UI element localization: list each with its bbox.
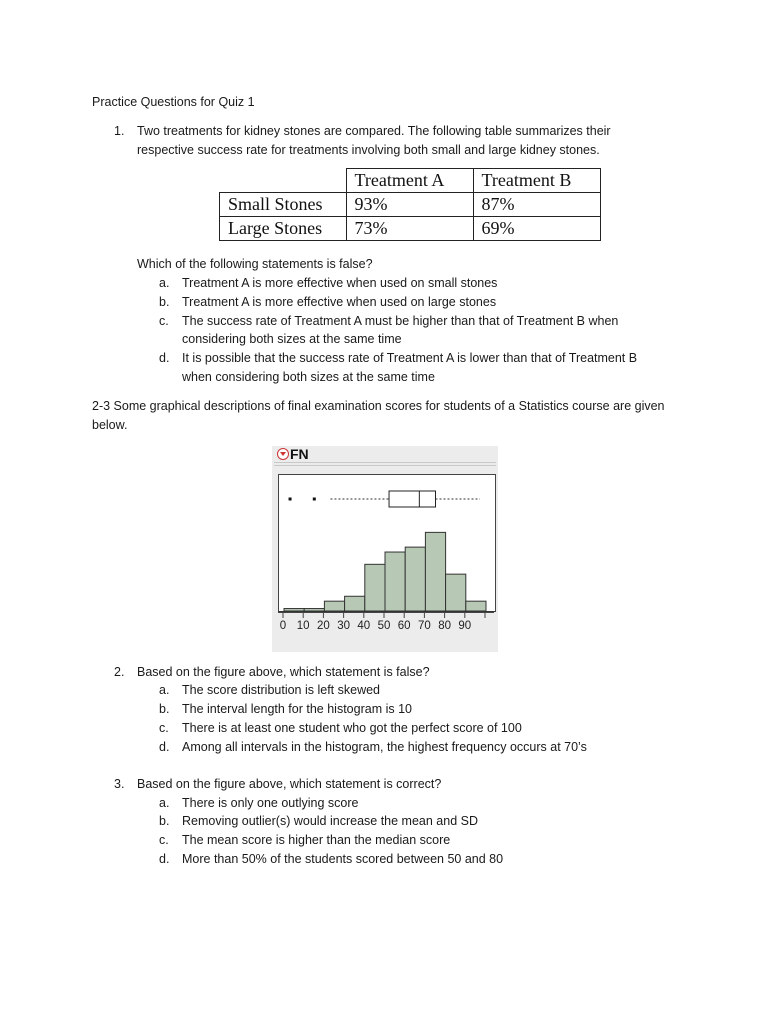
histogram-bar: [345, 596, 365, 611]
table-row: [220, 217, 601, 241]
boxplot-box: [389, 491, 435, 507]
q1-option-b-text: Treatment A is more effective when used on large stones: [182, 295, 497, 309]
q3-option-a-letter: a.: [159, 796, 170, 810]
x-tick-label: 50: [377, 620, 391, 632]
x-tick-label: 10: [296, 620, 310, 632]
q1-option-b-letter: b.: [159, 295, 170, 309]
q3-option-d-text: More than 50% of the students scored between 50 and 80: [182, 852, 504, 866]
q2-option-c-text: There is at least one student who got the perfect score of 100: [182, 721, 522, 735]
q1-option-d-text: It is possible that the success rate of Treatment A is lower than that of Treatment B: [182, 351, 638, 365]
histogram-bar: [425, 532, 445, 611]
q2-option-b-letter: b.: [159, 702, 170, 716]
table-cell-b: 69%: [473, 217, 600, 241]
histogram: [279, 522, 495, 612]
section-2-3-intro-line1: 2-3 Some graphical descriptions of final examination scores for students of a Statistics course are given: [92, 399, 665, 413]
q3-option-d-letter: d.: [159, 852, 170, 866]
q1-option-d-text-cont: when considering both sizes at the same time: [182, 370, 435, 384]
disclosure-triangle-icon[interactable]: [277, 448, 289, 460]
page-title: Practice Questions for Quiz 1: [92, 95, 255, 109]
q1-option-a-text: Treatment A is more effective when used on small stones: [182, 276, 498, 290]
q1-option-d-letter: d.: [159, 351, 170, 365]
x-tick-label: 30: [337, 620, 350, 632]
q1-option-c-letter: c.: [159, 314, 169, 328]
boxplot-outlier: [289, 498, 292, 501]
x-tick-label: 60: [397, 620, 411, 632]
q1-option-a-letter: a.: [159, 276, 170, 290]
question-1-text-line1: Two treatments for kidney stones are compared. The following table summarizes their: [137, 124, 611, 138]
x-tick-label: 90: [458, 620, 472, 632]
x-tick-label: 0: [279, 620, 287, 632]
table-row-label: Large Stones: [220, 217, 347, 241]
x-axis-labels: [272, 620, 498, 636]
q3-option-a-text: There is only one outlying score: [182, 796, 359, 810]
table-header-treatment-b: Treatment B: [473, 169, 600, 193]
table-corner-cell: [220, 169, 347, 193]
question-2-number: 2.: [114, 665, 125, 679]
score-figure: [272, 446, 498, 652]
figure-title-divider-2: [274, 465, 496, 466]
table-row-label: Small Stones: [220, 193, 347, 217]
boxplot: [279, 475, 495, 523]
x-tick-label: 80: [438, 620, 451, 632]
q3-option-c-text: The mean score is higher than the median score: [182, 833, 451, 847]
histogram-panel: [278, 522, 496, 612]
table-header-treatment-a: Treatment A: [346, 169, 473, 193]
question-1-text-line2: respective success rate for treatments involving both small and large kidney stones.: [137, 143, 600, 157]
kidney-stones-table: [219, 168, 601, 241]
q1-option-c-text: The success rate of Treatment A must be higher than that of Treatment B when: [182, 314, 619, 328]
question-3-prompt: Based on the figure above, which statement is correct?: [137, 777, 442, 791]
x-tick-label: 70: [417, 620, 431, 632]
table-cell-a: 93%: [346, 193, 473, 217]
table-cell-b: 87%: [473, 193, 600, 217]
q2-option-d-text: Among all intervals in the histogram, the highest frequency occurs at 70’s: [182, 740, 587, 754]
figure-title-divider: [274, 462, 496, 463]
x-tick-label: 40: [357, 620, 371, 632]
question-1-number: 1.: [114, 124, 125, 138]
q2-option-d-letter: d.: [159, 740, 170, 754]
q2-option-a-text: The score distribution is left skewed: [182, 683, 381, 697]
histogram-bar: [365, 564, 385, 611]
table-cell-a: 73%: [346, 217, 473, 241]
q2-option-c-letter: c.: [159, 721, 169, 735]
q2-option-b-text: The interval length for the histogram is 10: [182, 702, 412, 716]
table-header-row: [220, 169, 601, 193]
boxplot-panel: [278, 474, 496, 524]
q2-option-a-letter: a.: [159, 683, 170, 697]
q1-option-c-text-cont: considering both sizes at the same time: [182, 332, 402, 346]
boxplot-outlier: [313, 498, 316, 501]
table-row: [220, 193, 601, 217]
question-3-number: 3.: [114, 777, 125, 791]
question-2-prompt: Based on the figure above, which statement is false?: [137, 665, 430, 679]
question-1-prompt: Which of the following statements is false?: [137, 257, 373, 271]
histogram-bar: [405, 547, 425, 611]
q3-option-c-letter: c.: [159, 833, 169, 847]
q3-option-b-letter: b.: [159, 814, 170, 828]
q3-option-b-text: Removing outlier(s) would increase the mean and SD: [182, 814, 478, 828]
x-tick-label: 20: [316, 620, 330, 632]
section-2-3-intro-line2: below.: [92, 418, 128, 432]
figure-title: FN: [290, 446, 309, 462]
histogram-bar: [446, 574, 466, 611]
histogram-bar: [385, 552, 405, 611]
